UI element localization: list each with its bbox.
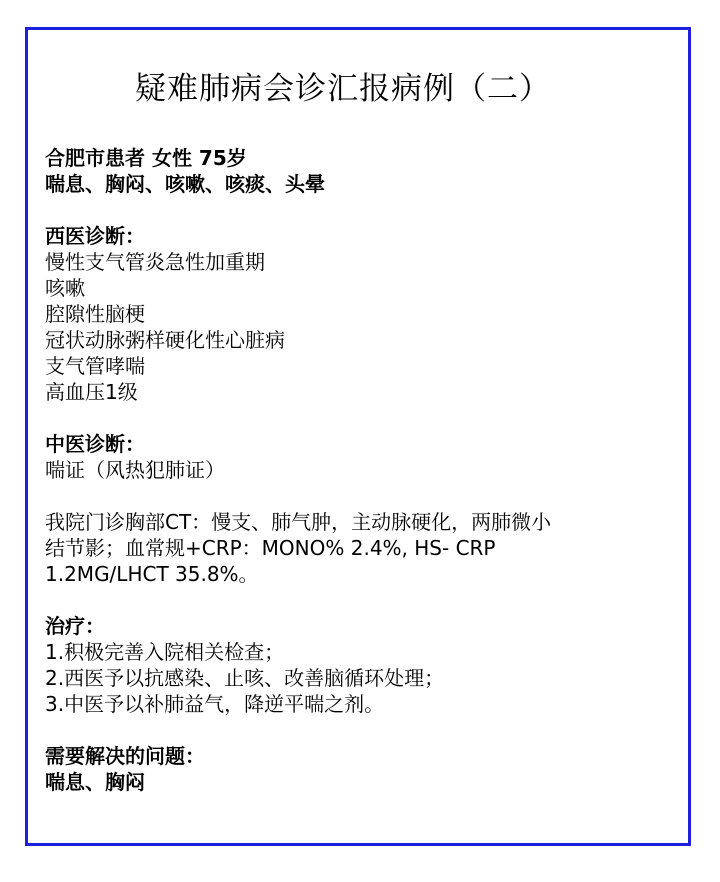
patient-info: 合肥市患者 女性 75岁 xyxy=(45,146,247,170)
western-diagnosis-heading: 西医诊断： xyxy=(45,224,145,248)
exam-line: 1.2MG/LHCT 35.8%。 xyxy=(45,562,259,586)
western-diagnosis-item: 高血压1级 xyxy=(45,380,138,404)
treatment-item: 3.中医予以补肺益气，降逆平喘之剂。 xyxy=(45,692,385,716)
problems-item: 喘息、胸闷 xyxy=(45,770,145,794)
tcm-diagnosis-item: 喘证（风热犯肺证） xyxy=(45,458,225,482)
treatment-item: 2.西医予以抗感染、止咳、改善脑循环处理； xyxy=(45,666,445,690)
treatment-item: 1.积极完善入院相关检查； xyxy=(45,640,285,664)
exam-line: 结节影；血常规+CRP：MONO% 2.4%, HS- CRP xyxy=(45,536,496,560)
page-title: 疑难肺病会诊汇报病例（二） xyxy=(135,71,551,107)
western-diagnosis-item: 支气管哮喘 xyxy=(45,354,145,378)
western-diagnosis-item: 慢性支气管炎急性加重期 xyxy=(45,250,265,274)
patient-symptoms: 喘息、胸闷、咳嗽、咳痰、头晕 xyxy=(45,172,325,196)
western-diagnosis-item: 冠状动脉粥样硬化性心脏病 xyxy=(45,328,285,352)
western-diagnosis-item: 咳嗽 xyxy=(45,276,85,300)
exam-line: 我院门诊胸部CT：慢支、肺气肿，主动脉硬化，两肺微小 xyxy=(45,510,552,534)
case-content xyxy=(45,145,685,795)
problems-heading: 需要解决的问题： xyxy=(45,744,205,768)
western-diagnosis-item: 腔隙性脑梗 xyxy=(45,302,145,326)
treatment-heading: 治疗： xyxy=(45,614,105,638)
tcm-diagnosis-heading: 中医诊断： xyxy=(45,432,145,456)
